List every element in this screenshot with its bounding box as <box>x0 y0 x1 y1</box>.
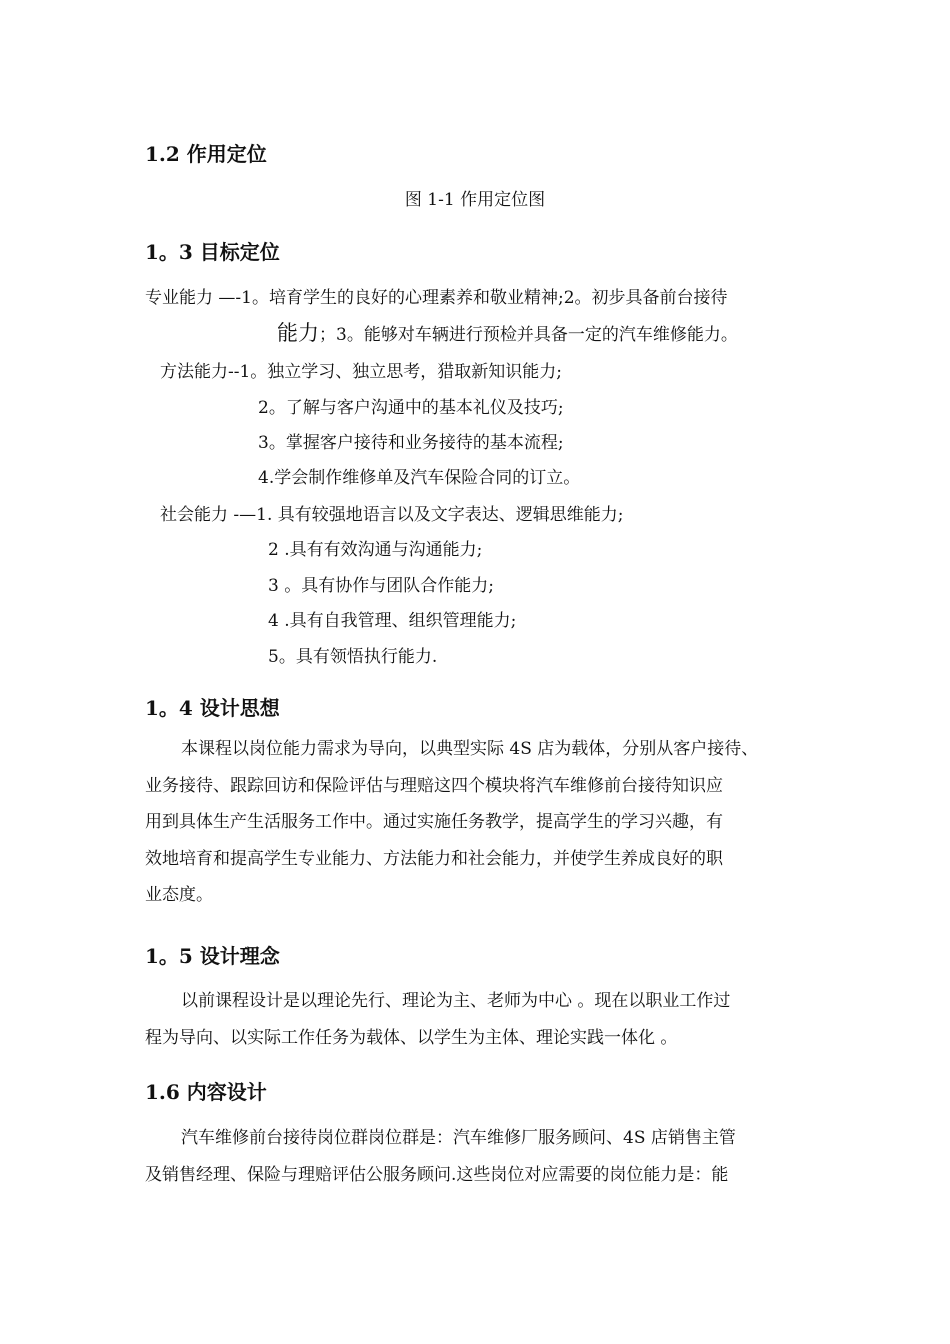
heading-1-5: 1。5 设计理念 <box>145 944 280 968</box>
professional-ability-line2-lead: 能力 <box>277 321 319 345</box>
paragraph-line: 本课程以岗位能力需求为导向，以典型实际 4S 店为载体，分别从客户接待、 <box>181 739 759 759</box>
method-ability-item3: 3。掌握客户接待和业务接待的基本流程; <box>258 433 564 453</box>
paragraph-line: 业务接待、跟踪回访和保险评估与理赔这四个模块将汽车维修前台接待知识应 <box>145 775 723 796</box>
social-ability-line1: 社会能力 -—1. 具有较强地语言以及文字表达、逻辑思维能力; <box>160 505 624 525</box>
professional-ability-line2 <box>277 322 738 346</box>
paragraph-line: 业态度。 <box>145 885 213 905</box>
heading-1-6: 1.6 内容设计 <box>145 1080 267 1104</box>
social-ability-item3: 3 。具有协作与团队合作能力; <box>268 576 494 596</box>
professional-ability-line1: 专业能力 —-1。培育学生的良好的心理素养和敬业精神;2。初步具备前台接待 <box>145 288 728 308</box>
paragraph-line: 效地培育和提高学生专业能力、方法能力和社会能力，并使学生养成良好的职 <box>145 848 723 869</box>
paragraph-line: 用到具体生产生活服务工作中。通过实施任务教学，提高学生的学习兴趣，有 <box>145 812 723 832</box>
social-ability-item4: 4 .具有自我管理、组织管理能力; <box>268 611 517 631</box>
heading-1-3: 1。3 目标定位 <box>145 240 280 264</box>
figure-caption: 图 1-1 作用定位图 <box>404 190 546 210</box>
social-ability-item5: 5。具有领悟执行能力. <box>268 647 438 667</box>
paragraph-line: 及销售经理、保险与理赔评估公服务顾问.这些岗位对应需要的岗位能力是：能 <box>145 1164 729 1185</box>
heading-1-2: 1.2 作用定位 <box>145 142 267 166</box>
paragraph-line: 程为导向、以实际工作任务为载体、以学生为主体、理论实践一体化 。 <box>145 1027 678 1048</box>
professional-ability-line2-rest: ；3。能够对车辆进行预检并具备一定的汽车维修能力。 <box>319 325 738 345</box>
design-concept-paragraph <box>145 983 810 1056</box>
content-design-paragraph <box>145 1120 810 1193</box>
heading-1-4: 1。4 设计思想 <box>145 696 280 720</box>
method-ability-line1: 方法能力--1。独立学习、独立思考，猎取新知识能力; <box>160 362 563 382</box>
paragraph-line: 以前课程设计是以理论先行、理论为主、老师为中心 。现在以职业工作过 <box>181 991 731 1011</box>
method-ability-item4: 4.学会制作维修单及汽车保险合同的订立。 <box>258 468 581 488</box>
social-ability-item2: 2 .具有有效沟通与沟通能力; <box>268 540 483 560</box>
paragraph-line: 汽车维修前台接待岗位群岗位群是：汽车维修厂服务顾问、4S 店销售主管 <box>181 1128 736 1148</box>
design-thought-paragraph <box>145 731 810 914</box>
method-ability-item2: 2。了解与客户沟通中的基本礼仪及技巧; <box>258 398 564 418</box>
